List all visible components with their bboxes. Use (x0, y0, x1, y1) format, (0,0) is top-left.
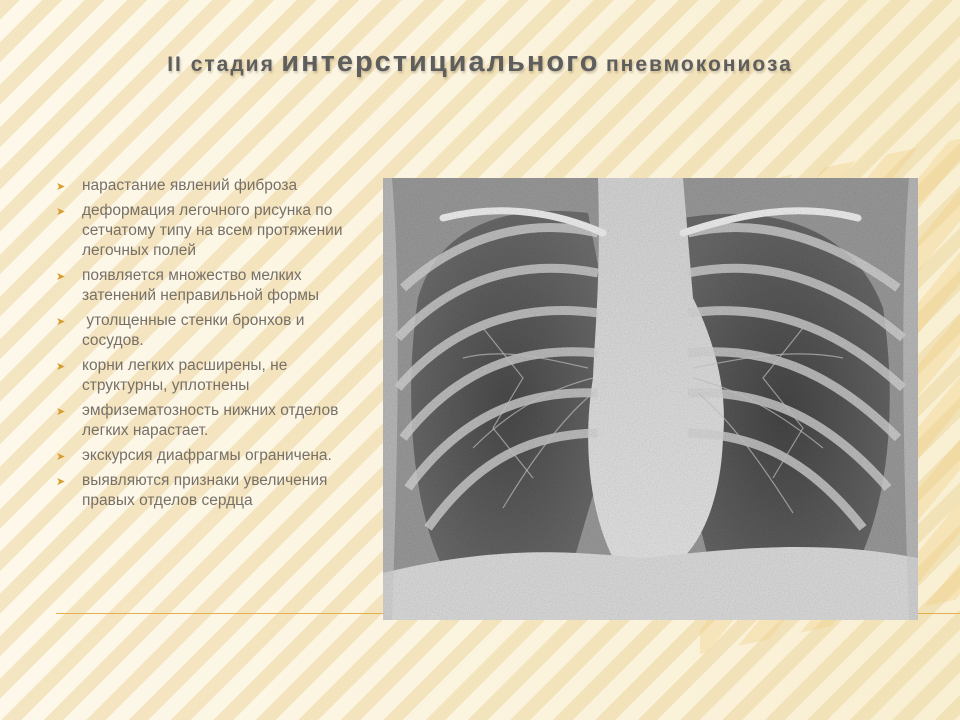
list-item-text: утолщенные стенки бронхов и сосудов. (82, 312, 309, 349)
bullet-arrow-icon: ➤ (56, 406, 66, 418)
list-item (56, 356, 366, 396)
bullet-arrow-icon: ➤ (56, 181, 66, 193)
bullet-arrow-icon: ➤ (56, 271, 66, 283)
list-item (56, 401, 366, 441)
chest-xray-image (383, 178, 918, 620)
list-item (56, 201, 366, 261)
bullet-arrow-icon: ➤ (56, 476, 66, 488)
list-item-text: выявляются признаки увеличения правых отделов сердца (82, 472, 328, 509)
list-item (56, 176, 366, 196)
list-item (56, 471, 366, 511)
list-item (56, 311, 366, 351)
bullet-arrow-icon: ➤ (56, 451, 66, 463)
bullet-arrow-icon: ➤ (56, 206, 66, 218)
title-suffix: пневмокониоза (605, 53, 793, 76)
list-item-text: деформация легочного рисунка по сетчатому типу на всем протяжении легочных полей (82, 202, 343, 259)
list-item (56, 446, 366, 466)
bullet-arrow-icon: ➤ (56, 316, 66, 328)
slide-title (0, 46, 960, 79)
list-item-text: эмфизематозность нижних отделов легких нарастает. (82, 402, 339, 439)
list-item (56, 266, 366, 306)
list-item-text: корни легких расширены, не структурны, уплотнены (82, 357, 288, 394)
title-emphasis: интерстициального (281, 46, 600, 78)
list-item-text: экскурсия диафрагмы ограничена. (82, 447, 332, 464)
xray-drawing (383, 178, 918, 620)
bullet-list (56, 176, 366, 516)
bullet-arrow-icon: ➤ (56, 361, 66, 373)
title-prefix: II стадия (167, 53, 275, 76)
list-item-text: нарастание явлений фиброза (82, 177, 298, 194)
list-item-text: появляется множество мелких затенений неправильной формы (82, 267, 320, 304)
